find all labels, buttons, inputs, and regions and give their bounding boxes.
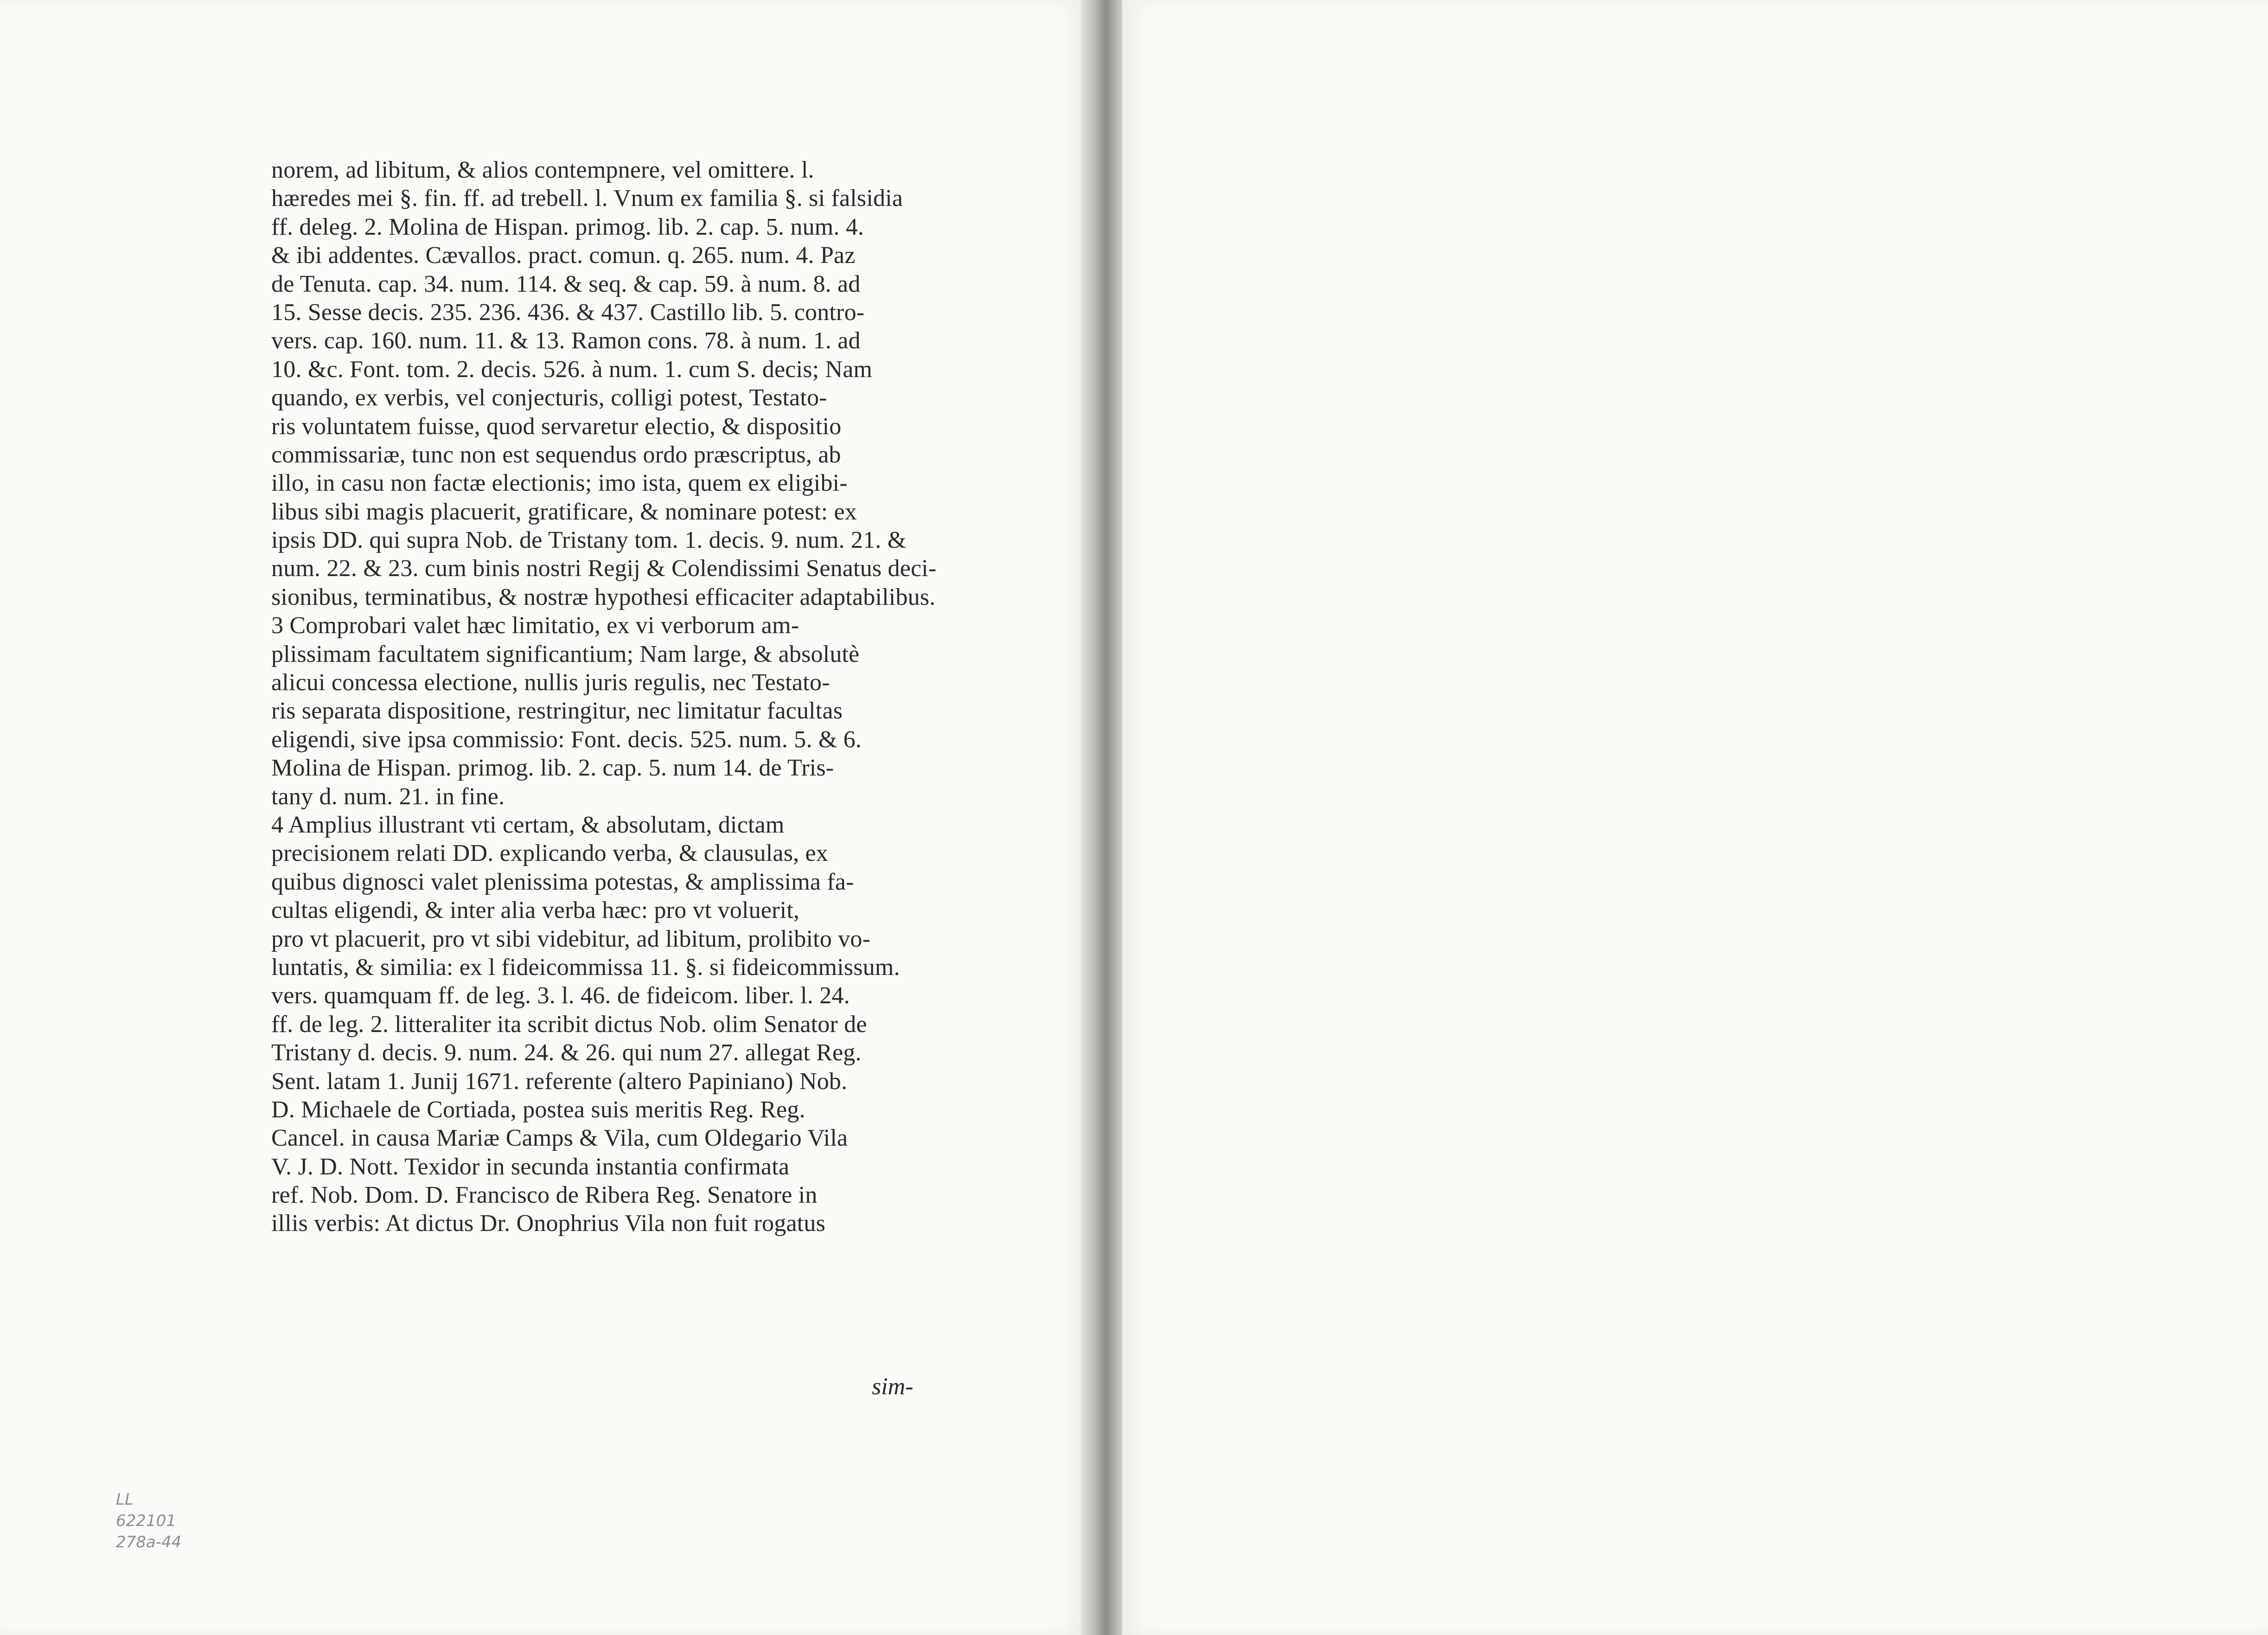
text-line: cultas eligendi, & inter alia verba hæc: pro vt voluerit, <box>271 897 800 924</box>
text-line: vers. quamquam ff. de leg. 3. l. 46. de fideicom. liber. l. 24. <box>271 982 850 1009</box>
shelfmark-line: 622101 <box>116 1512 176 1530</box>
text-line: ris separata dispositione, restringitur, nec limitatur facultas <box>271 698 843 725</box>
right-page <box>1122 0 2268 1635</box>
text-line: precisionem relati DD. explicando verba, & clausulas, ex <box>271 840 829 867</box>
text-line: 10. &c. Font. tom. 2. decis. 526. à num. 1. cum S. decis; Nam <box>271 356 873 383</box>
text-line: eligendi, sive ipsa commissio: Font. decis. 525. num. 5. & 6. <box>271 726 862 753</box>
library-shelfmark <box>116 1489 255 1553</box>
text-line: plissimam facultatem significantium; Nam large, & absolutè <box>271 641 860 667</box>
text-line: V. J. D. Nott. Texidor in secunda instantia confirmata <box>271 1153 790 1180</box>
text-line: de Tenuta. cap. 34. num. 114. & seq. & cap. 59. à num. 8. ad <box>271 270 861 297</box>
text-line: Cancel. in causa Mariæ Camps & Vila, cum Oldegario Vila <box>271 1125 848 1152</box>
text-line: illis verbis: At dictus Dr. Onophrius Vila non fuit rogatus <box>271 1210 826 1237</box>
shelfmark-line: LL <box>116 1490 134 1509</box>
text-line: norem, ad libitum, & alios contempnere, vel omittere. l. <box>271 157 814 183</box>
text-line: 4 Amplius illustrant vti certam, & absolutam, dictam <box>271 811 785 838</box>
text-line: quibus dignosci valet plenissima potestas, & amplissima fa- <box>271 868 854 895</box>
text-line: alicui concessa electione, nullis juris regulis, nec Testato- <box>271 669 830 696</box>
text-line: pro vt placuerit, pro vt sibi videbitur, ad libitum, prolibito vo- <box>271 925 871 952</box>
text-line: ipsis DD. qui supra Nob. de Tristany tom. 1. decis. 9. num. 21. & <box>271 527 907 554</box>
left-catchword: sim- <box>872 1373 914 1400</box>
text-line: ref. Nob. Dom. D. Francisco de Ribera Reg. Senatore in <box>271 1182 818 1209</box>
left-page-text <box>271 156 967 1238</box>
text-line: Sent. latam 1. Junij 1671. referente (altero Papiniano) Nob. <box>271 1068 848 1095</box>
text-line: ff. de leg. 2. litteraliter ita scribit dictus Nob. olim Senator de <box>271 1011 867 1038</box>
text-line: vers. cap. 160. num. 11. & 13. Ramon cons. 78. à num. 1. ad <box>271 327 861 354</box>
text-line: tany d. num. 21. in fine. <box>271 783 505 810</box>
text-line: illo, in casu non factæ electionis; imo ista, quem ex eligibi- <box>271 470 848 497</box>
text-line: 15. Sesse decis. 235. 236. 436. & 437. Castillo lib. 5. contro- <box>271 299 865 326</box>
text-line: Tristany d. decis. 9. num. 24. & 26. qui num 27. allegat Reg. <box>271 1039 862 1066</box>
text-line: commissariæ, tunc non est sequendus ordo præscriptus, ab <box>271 441 841 468</box>
shelfmark-line: 278a-44 <box>116 1533 182 1552</box>
text-line: num. 22. & 23. cum binis nostri Regij & Colendissimi Senatus deci- <box>271 555 937 582</box>
text-line: 3 Comprobari valet hæc limitatio, ex vi verborum am- <box>271 612 799 639</box>
text-line: hæredes mei §. fin. ff. ad trebell. l. Vnum ex familia §. si falsidia <box>271 185 903 212</box>
text-line: ris voluntatem fuisse, quod servaretur electio, & dispositio <box>271 413 842 440</box>
text-line: & ibi addentes. Cævallos. pract. comun. q. 265. num. 4. Paz <box>271 242 856 269</box>
text-line: ff. deleg. 2. Molina de Hispan. primog. lib. 2. cap. 5. num. 4. <box>271 213 864 240</box>
left-page <box>0 0 1085 1635</box>
text-line: quando, ex verbis, vel conjecturis, colligi potest, Testato- <box>271 385 827 411</box>
text-line: luntatis, & similia: ex l fideicommissa 11. §. si fideicommissum. <box>271 954 900 981</box>
text-line: sionibus, terminatibus, & nostræ hypothesi efficaciter adaptabilibus. <box>271 583 936 610</box>
text-line: Molina de Hispan. primog. lib. 2. cap. 5. num 14. de Tris- <box>271 755 834 782</box>
text-line: D. Michaele de Cortiada, postea suis meritis Reg. Reg. <box>271 1096 805 1123</box>
text-line: libus sibi magis placuerit, gratificare, & nominare potest: ex <box>271 498 857 525</box>
